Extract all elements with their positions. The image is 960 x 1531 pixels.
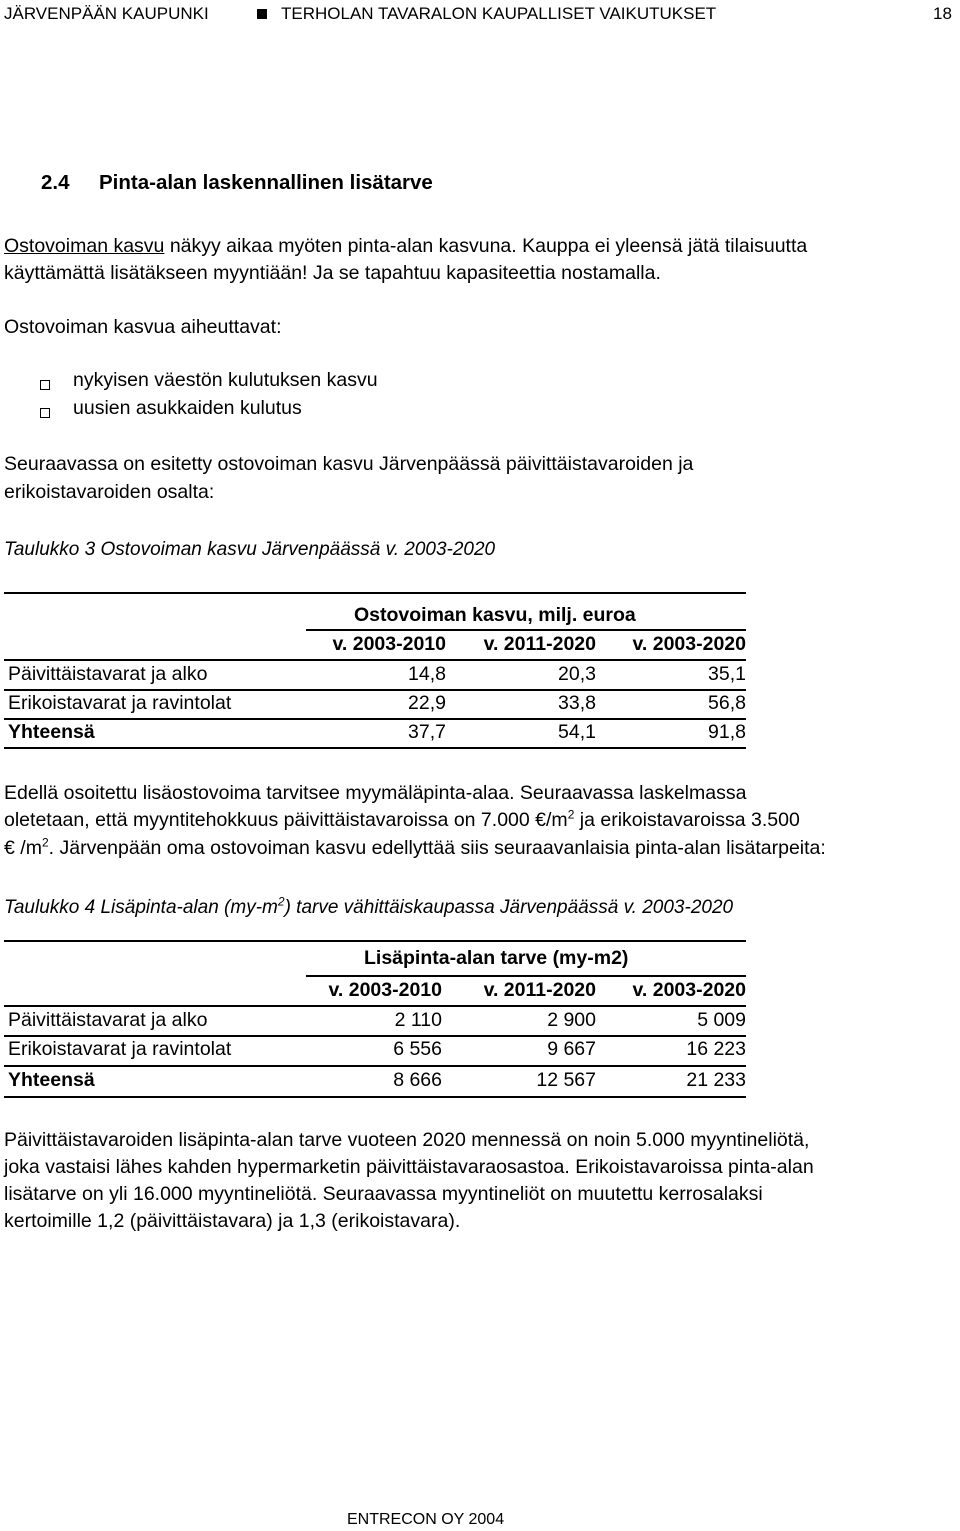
table-4-group-header: Lisäpinta-alan tarve (my-m2) (364, 947, 629, 969)
table-3-cell: 14,8 (408, 663, 446, 685)
table-3-total-label: Yhteensä (8, 721, 95, 743)
paragraph-4-line-4: kertoimille 1,2 (päivittäistavara) ja 1,3 (erikoistavara). (4, 1210, 461, 1232)
underlined-term: Ostovoiman kasvu (4, 235, 165, 257)
table-3-cell: 91,8 (708, 721, 746, 743)
table-4-cell: 12 567 (536, 1069, 596, 1091)
table-3-cell: 54,1 (558, 721, 596, 743)
table-3-top-rule (4, 592, 746, 594)
table-3-caption: Taulukko 3 Ostovoiman kasvu Järvenpäässä v. 2003-2020 (4, 539, 496, 560)
table-4-cell: 2 110 (394, 1009, 442, 1031)
table-3-cell: 35,1 (708, 663, 746, 685)
table-3-cell: 56,8 (708, 692, 746, 714)
section-title: Pinta-alan laskennallinen lisätarve (99, 171, 433, 194)
table-4-header-rule (306, 975, 746, 977)
table-4-cell: 9 667 (547, 1038, 596, 1060)
paragraph-2-line-1: Seuraavassa on esitetty ostovoiman kasvu Järvenpäässä päivittäistavaroiden ja (4, 453, 694, 475)
euro-symbol: € (4, 837, 15, 859)
table-3-row-rule (4, 718, 746, 720)
paragraph-4-line-1: Päivittäistavaroiden lisäpinta-alan tarve vuoteen 2020 mennessä on noin 5.000 myyntineliötä, (4, 1129, 810, 1151)
paragraph-3-line-1: Edellä osoitettu lisäostovoima tarvitsee myymäläpinta-alaa. Seuraavassa laskelmassa (4, 782, 747, 804)
checkbox-bullet-icon (40, 377, 50, 395)
table-4-row-rule (4, 1035, 746, 1037)
table-4-cell: 16 223 (686, 1038, 746, 1060)
paragraph-2-line-2: erikoistavaroiden osalta: (4, 481, 215, 503)
table-3-row-label: Erikoistavarat ja ravintolat (8, 692, 232, 714)
table-3-column-header: v. 2011-2020 (483, 633, 596, 655)
table-4-column-header: v. 2003-2020 (632, 979, 746, 1001)
table-4-row-label: Päivittäistavarat ja alko (8, 1009, 208, 1031)
table-3-cell: 22,9 (408, 692, 446, 714)
table-3-row-label: Päivittäistavarat ja alko (8, 663, 208, 685)
table-3-column-header: v. 2003-2020 (632, 633, 746, 655)
table-4-row-label: Erikoistavarat ja ravintolat (8, 1038, 232, 1060)
header-separator-icon (257, 9, 267, 19)
euro-symbol: € (535, 809, 547, 831)
header-municipality: JÄRVENPÄÄN KAUPUNKI (4, 4, 209, 23)
paragraph-1-line-2: käyttämättä lisätäkseen myyntiään! Ja se tapahtuu kapasiteettia nostamalla. (4, 262, 661, 284)
table-4-caption: Taulukko 4 Lisäpinta-alan $(my-m^2)$ tarve vähittäiskaupassa Järvenpäässä v. 2003-2020 (4, 894, 734, 918)
table-4-cell: 8 666 (393, 1069, 442, 1091)
checkbox-bullet-icon (40, 405, 50, 423)
paragraph-4-line-2: joka vastaisi lähes kahden hypermarketin päivittäistavaraosastoa. Erikoistavaroissa pinta-alan (4, 1156, 814, 1178)
table-4-cell: 5 009 (697, 1009, 746, 1031)
table-4-column-header: v. 2003-2010 (328, 979, 442, 1001)
table-4-column-header: v. 2011-2020 (483, 979, 596, 1001)
paragraph-4-line-3: lisätarve on yli 16.000 myyntineliötä. Seuraavassa myyntineliöt on muutettu kerrosalaksi (4, 1183, 763, 1205)
table-3-group-header: Ostovoiman kasvu, milj. euroa (354, 604, 636, 626)
bullet-item: uusien asukkaiden kulutus (73, 397, 302, 419)
table-3-header-rule (306, 629, 746, 631)
table-3-row-rule (4, 689, 746, 691)
table-4-cell: 21 233 (686, 1069, 746, 1091)
section-number: 2.4 (41, 171, 70, 194)
paragraph-3-line-3: € $/m^2$. Järvenpään oma ostovoiman kasvu edellyttää siis seuraavanlaisia pinta-alan lisätarpeita: (4, 835, 826, 859)
footer-company: ENTRECON OY 2004 (347, 1511, 505, 1528)
paragraph-3-line-2: oletetaan, että myyntitehokkuus päivittäistavaroissa on 7.000 $€/m^2$ ja erikoistavaroissa 3.500 (4, 807, 800, 831)
table-4-cell: 2 900 (547, 1009, 596, 1031)
table-4-cell: 6 556 (393, 1038, 442, 1060)
causes-intro: Ostovoiman kasvua aiheuttavat: (4, 316, 282, 338)
page-number: 18 (933, 4, 952, 23)
table-4-bottom-rule (4, 1096, 746, 1098)
table-4-top-rule (4, 940, 746, 942)
table-4-total-label: Yhteensä (8, 1069, 95, 1091)
table-3-body-rule (4, 659, 746, 661)
table-4-row-rule (4, 1065, 746, 1067)
table-3-cell: 33,8 (558, 692, 596, 714)
table-3-cell: 20,3 (558, 663, 596, 685)
bullet-item: nykyisen väestön kulutuksen kasvu (73, 369, 378, 391)
paragraph-1-line-1: Ostovoiman kasvu näkyy aikaa myöten pinta-alan kasvuna. Kauppa ei yleensä jätä tilaisuutta (4, 235, 808, 257)
header-report-title: TERHOLAN TAVARALON KAUPALLISET VAIKUTUKSET (281, 4, 717, 23)
table-3-column-header: v. 2003-2010 (332, 633, 446, 655)
table-3-cell: 37,7 (408, 721, 446, 743)
table-4-body-rule (4, 1005, 746, 1007)
table-3-bottom-rule (4, 747, 746, 749)
